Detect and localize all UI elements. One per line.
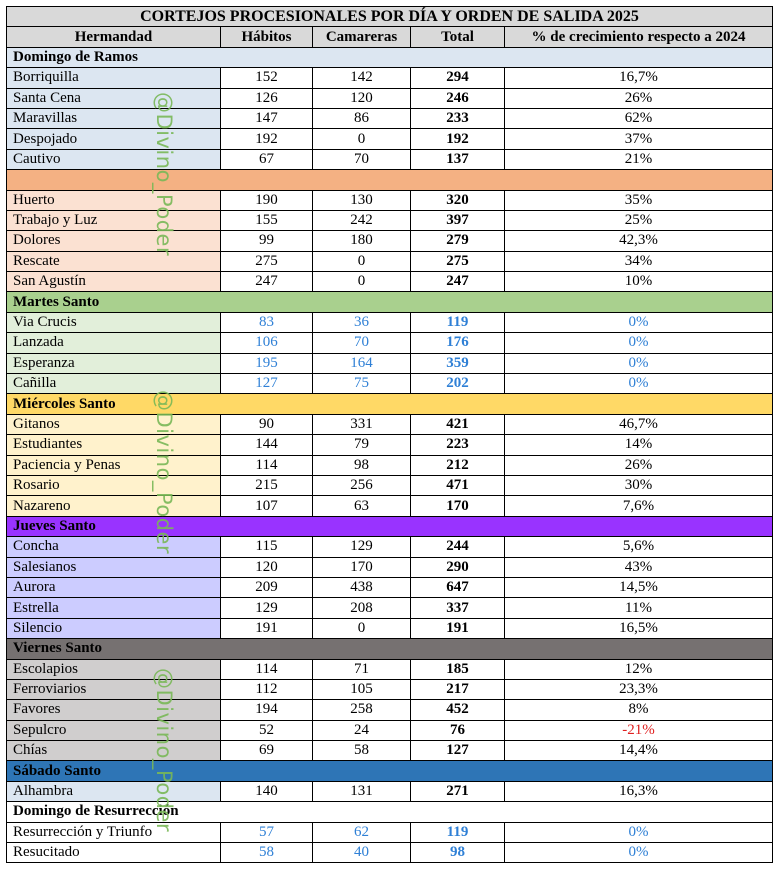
total-cell: 359 xyxy=(411,353,505,373)
growth-cell: 14,5% xyxy=(505,577,773,597)
hermandad-cell: Rescate xyxy=(7,251,221,271)
habitos-cell: 129 xyxy=(221,598,313,618)
habitos-cell: 247 xyxy=(221,272,313,292)
table-row xyxy=(7,231,773,251)
camareras-cell: 62 xyxy=(313,822,411,842)
growth-cell: 8% xyxy=(505,700,773,720)
hermandad-cell: Ferroviarios xyxy=(7,679,221,699)
total-cell: 337 xyxy=(411,598,505,618)
hermandad-cell: Alhambra xyxy=(7,781,221,801)
table-row xyxy=(7,557,773,577)
hermandad-cell: Paciencia y Penas xyxy=(7,455,221,475)
growth-cell: 30% xyxy=(505,475,773,495)
camareras-cell: 98 xyxy=(313,455,411,475)
growth-cell: 0% xyxy=(505,374,773,394)
camareras-cell: 331 xyxy=(313,414,411,434)
camareras-cell: 164 xyxy=(313,353,411,373)
table-title: CORTEJOS PROCESIONALES POR DÍA Y ORDEN DE SALIDA 2025 xyxy=(7,7,773,27)
camareras-cell: 256 xyxy=(313,475,411,495)
hermandad-cell: Dolores xyxy=(7,231,221,251)
column-header-total: Total xyxy=(411,27,505,47)
growth-cell: 35% xyxy=(505,190,773,210)
growth-cell: 16,3% xyxy=(505,781,773,801)
habitos-cell: 147 xyxy=(221,108,313,128)
watermark-text: @Divino_Poder xyxy=(152,668,176,833)
day-name: Sábado Santo xyxy=(7,761,773,781)
camareras-cell: 0 xyxy=(313,251,411,271)
day-name: Domingo de Resurrección xyxy=(7,802,773,822)
camareras-cell: 208 xyxy=(313,598,411,618)
hermandad-cell: Escolapios xyxy=(7,659,221,679)
growth-cell: 37% xyxy=(505,129,773,149)
growth-cell: 14,4% xyxy=(505,741,773,761)
day-group-row xyxy=(7,47,773,67)
table-row xyxy=(7,700,773,720)
total-cell: 119 xyxy=(411,822,505,842)
column-header-habitos: Hábitos xyxy=(221,27,313,47)
hermandad-cell: Trabajo y Luz xyxy=(7,210,221,230)
hermandad-cell: Silencio xyxy=(7,618,221,638)
table-row xyxy=(7,537,773,557)
habitos-cell: 52 xyxy=(221,720,313,740)
table-row xyxy=(7,435,773,455)
total-cell: 452 xyxy=(411,700,505,720)
camareras-cell: 242 xyxy=(313,210,411,230)
table-row xyxy=(7,843,773,863)
growth-cell: 10% xyxy=(505,272,773,292)
hermandad-cell: Esperanza xyxy=(7,353,221,373)
day-name: Miércoles Santo xyxy=(7,394,773,414)
camareras-cell: 63 xyxy=(313,496,411,516)
camareras-cell: 36 xyxy=(313,312,411,332)
table-row xyxy=(7,312,773,332)
total-cell: 421 xyxy=(411,414,505,434)
total-cell: 275 xyxy=(411,251,505,271)
habitos-cell: 57 xyxy=(221,822,313,842)
camareras-cell: 129 xyxy=(313,537,411,557)
habitos-cell: 215 xyxy=(221,475,313,495)
habitos-cell: 192 xyxy=(221,129,313,149)
total-cell: 127 xyxy=(411,741,505,761)
total-cell: 170 xyxy=(411,496,505,516)
table-row xyxy=(7,333,773,353)
habitos-cell: 83 xyxy=(221,312,313,332)
total-cell: 244 xyxy=(411,537,505,557)
table-row xyxy=(7,720,773,740)
table-row xyxy=(7,374,773,394)
camareras-cell: 40 xyxy=(313,843,411,863)
table-row xyxy=(7,149,773,169)
camareras-cell: 58 xyxy=(313,741,411,761)
table-row xyxy=(7,679,773,699)
table-row xyxy=(7,353,773,373)
table-row xyxy=(7,68,773,88)
total-cell: 98 xyxy=(411,843,505,863)
habitos-cell: 275 xyxy=(221,251,313,271)
camareras-cell: 130 xyxy=(313,190,411,210)
table-row xyxy=(7,659,773,679)
camareras-cell: 120 xyxy=(313,88,411,108)
day-group-row xyxy=(7,639,773,659)
column-header-hermandad: Hermandad xyxy=(7,27,221,47)
hermandad-cell: Rosario xyxy=(7,475,221,495)
camareras-cell: 75 xyxy=(313,374,411,394)
habitos-cell: 99 xyxy=(221,231,313,251)
camareras-cell: 70 xyxy=(313,333,411,353)
habitos-cell: 195 xyxy=(221,353,313,373)
growth-cell: 5,6% xyxy=(505,537,773,557)
camareras-cell: 105 xyxy=(313,679,411,699)
hermandad-cell: Favores xyxy=(7,700,221,720)
hermandad-cell: Cautivo xyxy=(7,149,221,169)
hermandad-cell: Santa Cena xyxy=(7,88,221,108)
table-row xyxy=(7,618,773,638)
total-cell: 76 xyxy=(411,720,505,740)
growth-cell: 26% xyxy=(505,88,773,108)
habitos-cell: 155 xyxy=(221,210,313,230)
day-name: Viernes Santo xyxy=(7,639,773,659)
hermandad-cell: Resurrección y Triunfo xyxy=(7,822,221,842)
column-header-camareras: Camareras xyxy=(313,27,411,47)
habitos-cell: 69 xyxy=(221,741,313,761)
camareras-cell: 180 xyxy=(313,231,411,251)
table-row xyxy=(7,455,773,475)
habitos-cell: 115 xyxy=(221,537,313,557)
day-group-row xyxy=(7,516,773,536)
total-cell: 471 xyxy=(411,475,505,495)
day-group-row xyxy=(7,292,773,312)
growth-cell: 43% xyxy=(505,557,773,577)
day-name: Jueves Santo xyxy=(7,516,773,536)
camareras-cell: 170 xyxy=(313,557,411,577)
total-cell: 320 xyxy=(411,190,505,210)
habitos-cell: 191 xyxy=(221,618,313,638)
total-cell: 279 xyxy=(411,231,505,251)
camareras-cell: 86 xyxy=(313,108,411,128)
camareras-cell: 142 xyxy=(313,68,411,88)
habitos-cell: 107 xyxy=(221,496,313,516)
total-cell: 217 xyxy=(411,679,505,699)
table-row xyxy=(7,129,773,149)
column-header-growth: % de crecimiento respecto a 2024 xyxy=(505,27,773,47)
hermandad-cell: Nazareno xyxy=(7,496,221,516)
habitos-cell: 120 xyxy=(221,557,313,577)
watermark-text: @Divino_Poder xyxy=(152,92,176,257)
habitos-cell: 112 xyxy=(221,679,313,699)
table-row xyxy=(7,272,773,292)
total-cell: 137 xyxy=(411,149,505,169)
watermark-text: @Divino_Poder xyxy=(152,390,176,555)
table-row xyxy=(7,741,773,761)
total-cell: 202 xyxy=(411,374,505,394)
hermandad-cell: Gitanos xyxy=(7,414,221,434)
habitos-cell: 106 xyxy=(221,333,313,353)
growth-cell: 0% xyxy=(505,822,773,842)
camareras-cell: 258 xyxy=(313,700,411,720)
hermandad-cell: Aurora xyxy=(7,577,221,597)
growth-cell: 34% xyxy=(505,251,773,271)
habitos-cell: 114 xyxy=(221,455,313,475)
hermandad-cell: Huerto xyxy=(7,190,221,210)
total-cell: 271 xyxy=(411,781,505,801)
growth-cell: 0% xyxy=(505,353,773,373)
hermandad-cell: Cañilla xyxy=(7,374,221,394)
table-row xyxy=(7,822,773,842)
growth-cell: 14% xyxy=(505,435,773,455)
habitos-cell: 140 xyxy=(221,781,313,801)
camareras-cell: 438 xyxy=(313,577,411,597)
table-body xyxy=(7,47,773,863)
growth-cell: 11% xyxy=(505,598,773,618)
growth-cell: 46,7% xyxy=(505,414,773,434)
hermandad-cell: Despojado xyxy=(7,129,221,149)
day-name: Martes Santo xyxy=(7,292,773,312)
total-cell: 192 xyxy=(411,129,505,149)
habitos-cell: 114 xyxy=(221,659,313,679)
hermandad-cell: Concha xyxy=(7,537,221,557)
hermandad-cell: Via Crucis xyxy=(7,312,221,332)
hermandad-cell: Chías xyxy=(7,741,221,761)
habitos-cell: 190 xyxy=(221,190,313,210)
hermandad-cell: Lanzada xyxy=(7,333,221,353)
camareras-cell: 24 xyxy=(313,720,411,740)
total-cell: 294 xyxy=(411,68,505,88)
camareras-cell: 131 xyxy=(313,781,411,801)
camareras-cell: 71 xyxy=(313,659,411,679)
table-row xyxy=(7,414,773,434)
table-row xyxy=(7,781,773,801)
growth-cell: 0% xyxy=(505,333,773,353)
growth-cell: 62% xyxy=(505,108,773,128)
day-name: Domingo de Ramos xyxy=(7,47,773,67)
hermandad-cell: Sepulcro xyxy=(7,720,221,740)
habitos-cell: 194 xyxy=(221,700,313,720)
hermandad-cell: San Agustín xyxy=(7,272,221,292)
table-row xyxy=(7,475,773,495)
growth-cell: 0% xyxy=(505,312,773,332)
growth-cell: 21% xyxy=(505,149,773,169)
total-cell: 290 xyxy=(411,557,505,577)
table-row xyxy=(7,251,773,271)
camareras-cell: 70 xyxy=(313,149,411,169)
hermandad-cell: Borriquilla xyxy=(7,68,221,88)
table-row xyxy=(7,108,773,128)
growth-cell: -21% xyxy=(505,720,773,740)
total-cell: 233 xyxy=(411,108,505,128)
growth-cell: 16,5% xyxy=(505,618,773,638)
procession-table xyxy=(6,6,773,863)
camareras-cell: 79 xyxy=(313,435,411,455)
total-cell: 397 xyxy=(411,210,505,230)
habitos-cell: 152 xyxy=(221,68,313,88)
day-group-row xyxy=(7,802,773,822)
growth-cell: 16,7% xyxy=(505,68,773,88)
habitos-cell: 127 xyxy=(221,374,313,394)
total-cell: 185 xyxy=(411,659,505,679)
table-row xyxy=(7,598,773,618)
day-name xyxy=(7,170,773,190)
total-cell: 119 xyxy=(411,312,505,332)
hermandad-cell: Salesianos xyxy=(7,557,221,577)
day-group-row xyxy=(7,170,773,190)
hermandad-cell: Maravillas xyxy=(7,108,221,128)
growth-cell: 23,3% xyxy=(505,679,773,699)
table-row xyxy=(7,190,773,210)
growth-cell: 0% xyxy=(505,843,773,863)
habitos-cell: 209 xyxy=(221,577,313,597)
camareras-cell: 0 xyxy=(313,272,411,292)
total-cell: 223 xyxy=(411,435,505,455)
total-cell: 212 xyxy=(411,455,505,475)
growth-cell: 26% xyxy=(505,455,773,475)
total-cell: 247 xyxy=(411,272,505,292)
table-row xyxy=(7,88,773,108)
habitos-cell: 144 xyxy=(221,435,313,455)
growth-cell: 7,6% xyxy=(505,496,773,516)
habitos-cell: 67 xyxy=(221,149,313,169)
table-row xyxy=(7,210,773,230)
growth-cell: 25% xyxy=(505,210,773,230)
total-cell: 191 xyxy=(411,618,505,638)
growth-cell: 12% xyxy=(505,659,773,679)
hermandad-cell: Estudiantes xyxy=(7,435,221,455)
camareras-cell: 0 xyxy=(313,618,411,638)
total-cell: 176 xyxy=(411,333,505,353)
camareras-cell: 0 xyxy=(313,129,411,149)
growth-cell: 42,3% xyxy=(505,231,773,251)
table-row xyxy=(7,577,773,597)
total-cell: 647 xyxy=(411,577,505,597)
table-row xyxy=(7,496,773,516)
day-group-row xyxy=(7,761,773,781)
habitos-cell: 126 xyxy=(221,88,313,108)
habitos-cell: 90 xyxy=(221,414,313,434)
habitos-cell: 58 xyxy=(221,843,313,863)
hermandad-cell: Estrella xyxy=(7,598,221,618)
hermandad-cell: Resucitado xyxy=(7,843,221,863)
day-group-row xyxy=(7,394,773,414)
total-cell: 246 xyxy=(411,88,505,108)
